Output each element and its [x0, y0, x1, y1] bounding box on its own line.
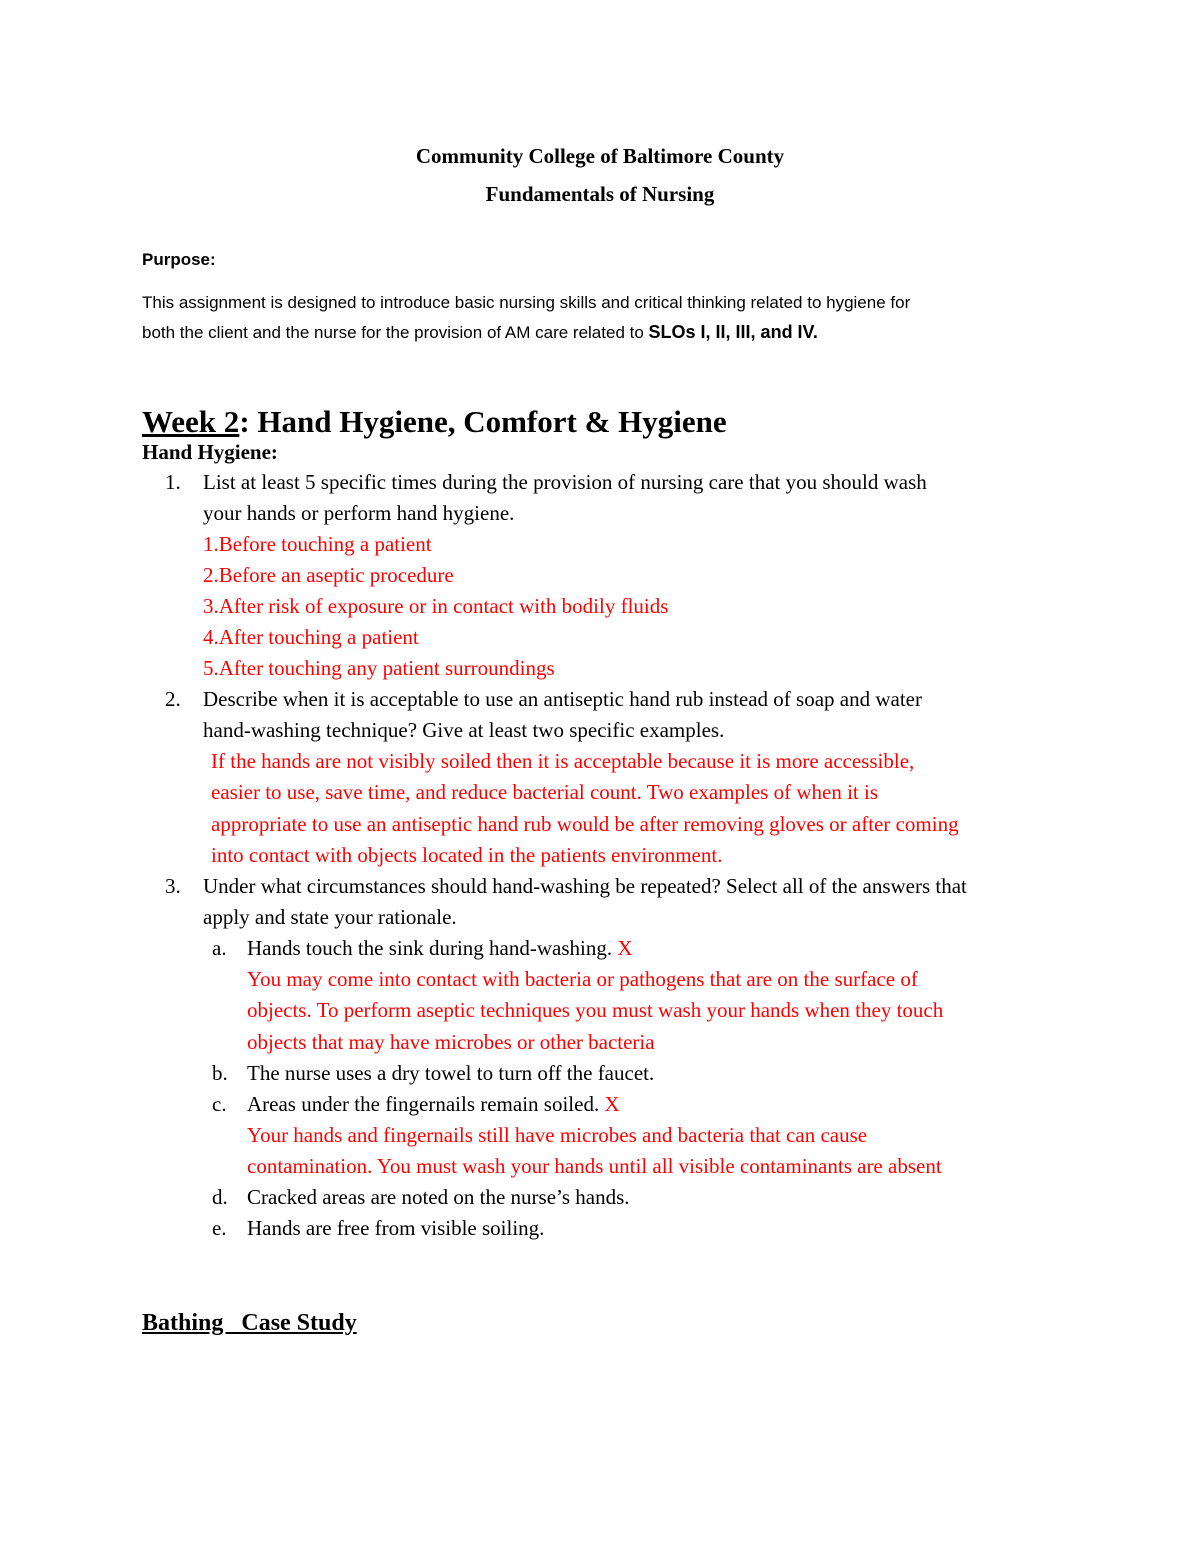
- q1-number: 1.: [165, 470, 181, 494]
- option-a-letter: a.: [212, 936, 227, 960]
- option-a-mark: X: [617, 936, 633, 960]
- q1-answer-3: 3.After risk of exposure or in contact with bodily fluids: [203, 594, 669, 618]
- option-e-text: Hands are free from visible soiling.: [247, 1216, 545, 1240]
- q3-number: 3.: [165, 874, 181, 898]
- q1-answer-2: 2.Before an aseptic procedure: [203, 563, 454, 587]
- bathing-case-study-heading: Bathing Case Study: [142, 1310, 357, 1336]
- q1-line-2: your hands or perform hand hygiene.: [203, 501, 515, 525]
- option-a-rationale-1: You may come into contact with bacteria or pathogens that are on the surface of: [247, 967, 918, 991]
- option-e-letter: e.: [212, 1216, 227, 1240]
- q2-answer-line-3: appropriate to use an antiseptic hand rub would be after removing gloves or after coming: [211, 812, 959, 836]
- option-c: [247, 1092, 620, 1117]
- option-c-rationale-2: contamination. You must wash your hands until all visible contaminants are absent: [247, 1154, 942, 1178]
- option-a-rationale-2: objects. To perform aseptic techniques you must wash your hands when they touch: [247, 998, 944, 1022]
- q1-answer-5: 5.After touching any patient surroundings: [203, 656, 555, 680]
- purpose-line-2-text: both the client and the nurse for the provision of AM care related to: [142, 323, 649, 342]
- option-d-text: Cracked areas are noted on the nurse’s hands.: [247, 1185, 630, 1209]
- option-c-rationale-1: Your hands and fingernails still have microbes and bacteria that can cause: [247, 1123, 868, 1147]
- option-a-rationale-3: objects that may have microbes or other bacteria: [247, 1030, 655, 1054]
- purpose-label: Purpose:: [142, 250, 216, 269]
- purpose-line-2: [142, 322, 818, 343]
- week-label: Week 2: [142, 404, 240, 439]
- course-title: Fundamentals of Nursing: [485, 182, 715, 206]
- q2-answer-line-1: If the hands are not visibly soiled then it is acceptable because it is more accessible,: [211, 749, 915, 773]
- q3-line-1: Under what circumstances should hand-washing be repeated? Select all of the answers that: [203, 874, 967, 898]
- option-c-text: Areas under the fingernails remain soiled.: [247, 1092, 605, 1116]
- hand-hygiene-heading: Hand Hygiene:: [142, 440, 278, 464]
- q3-line-2: apply and state your rationale.: [203, 905, 457, 929]
- option-c-letter: c.: [212, 1092, 227, 1116]
- q2-number: 2.: [165, 687, 181, 711]
- option-d-letter: d.: [212, 1185, 228, 1209]
- week-heading: [142, 404, 727, 440]
- option-c-mark: X: [604, 1092, 620, 1116]
- option-b-letter: b.: [212, 1061, 228, 1085]
- q1-answer-1: 1.Before touching a patient: [203, 532, 432, 556]
- q1-line-1: List at least 5 specific times during the provision of nursing care that you should wash: [203, 470, 927, 494]
- q2-answer-line-2: easier to use, save time, and reduce bacterial count. Two examples of when it is: [211, 780, 878, 804]
- q1-answer-4: 4.After touching a patient: [203, 625, 419, 649]
- purpose-line-1: This assignment is designed to introduce basic nursing skills and critical thinking related to hygiene for: [142, 293, 911, 312]
- slos-reference: SLOs I, II, III, and IV.: [648, 322, 818, 342]
- institution-title: Community College of Baltimore County: [415, 144, 785, 168]
- week-title: : Hand Hygiene, Comfort & Hygiene: [239, 404, 727, 439]
- option-a-text: Hands touch the sink during hand-washing.: [247, 936, 618, 960]
- option-b-text: The nurse uses a dry towel to turn off the faucet.: [247, 1061, 655, 1085]
- q2-line-2: hand-washing technique? Give at least two specific examples.: [203, 718, 725, 742]
- q2-line-1: Describe when it is acceptable to use an antiseptic hand rub instead of soap and water: [203, 687, 922, 711]
- option-a: [247, 936, 633, 961]
- q2-answer-line-4: into contact with objects located in the patients environment.: [211, 843, 723, 867]
